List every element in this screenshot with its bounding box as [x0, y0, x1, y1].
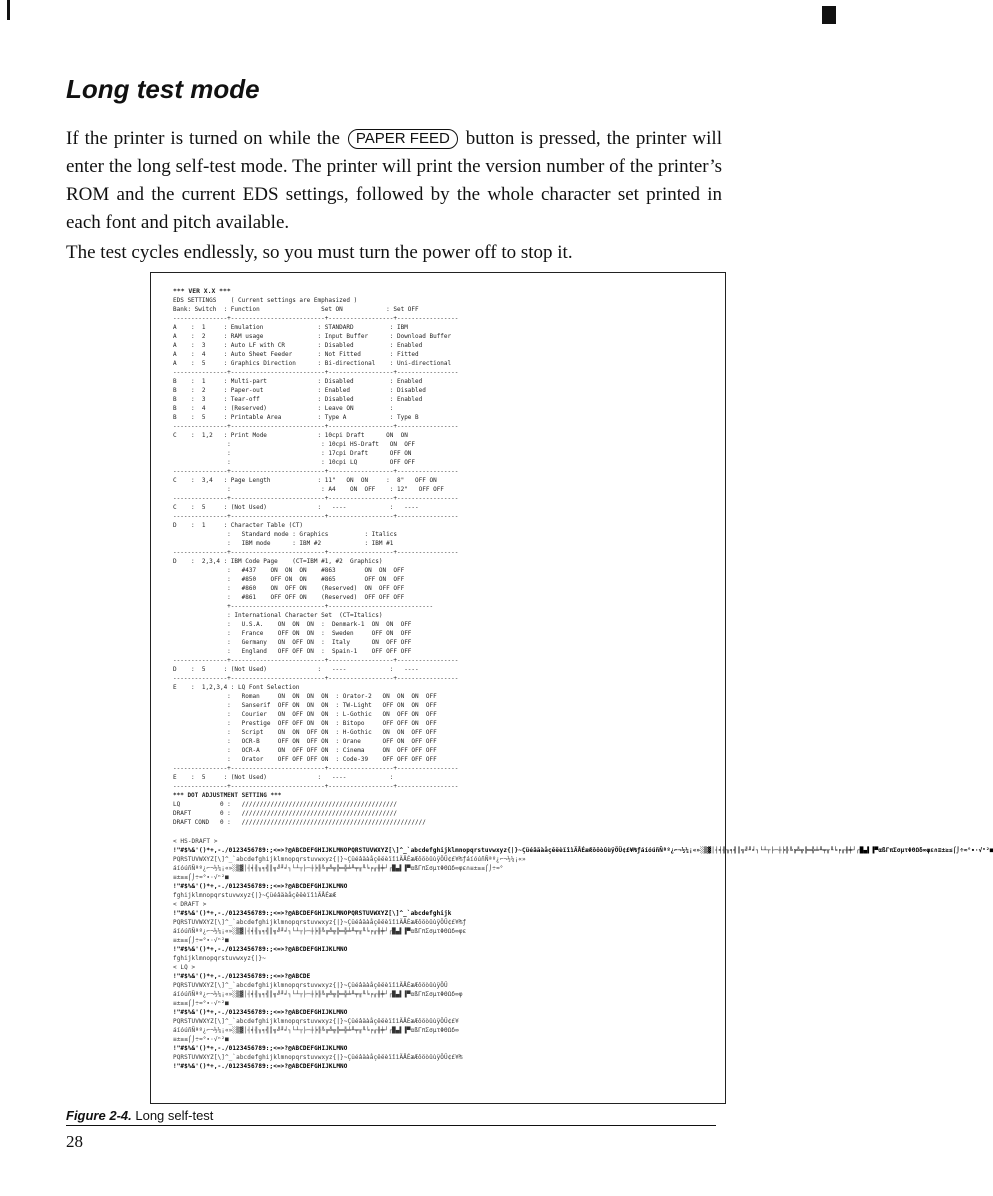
- sample-line: fghijklmnopqrstuvwxyz{|}~: [173, 955, 266, 962]
- crop-mark-right: [822, 6, 836, 24]
- sample-line: !"#$%&'()*+,-./0123456789:;<=>?@ABCDEFGHIJKLMNOPQRSTUVWXYZ[\]^_`abcdefghijk: [173, 910, 452, 917]
- figure-caption: [66, 1108, 213, 1123]
- intro-text-before: If the printer is turned on while the: [66, 128, 340, 149]
- sample-line: PQRSTUVWXYZ[\]^_`abcdefghijklmnopqrstuvwxyz{|}~ÇüéâäàåçêëèïîìÄÅÉæÆôöòûùÿÖÜ¢£¥: [173, 1018, 459, 1025]
- version-line: *** VER X.X ***: [173, 287, 231, 295]
- sample-line: !"#$%&'()*+,-./0123456789:;<=>?@ABCDEFGHIJKLMNO: [173, 1045, 348, 1052]
- eds-settings-table: EDS SETTINGS ( Current settings are Emphasized ) Bank: Switch : Function Set ON : Set OFF ---------------+--------------------------+------------------+----------------- A : 1 : Emulation : STANDARD : IBM A : 2 : RAM usage : Input Buffer : Download Buffer A : 3 : Auto LF with CR : Disabled : Enabled A : 4 : Auto Sheet Feeder : Not Fitted : Fitted A : 5 : Graphics Direction : Bi-directional : Uni-directional ---------------+--------------------------+------------------+----------------- B : 1 : Multi-part : Disabled : Enabled B : 2 : Paper-out : Enabled : Disabled B : 3 : Tear-off : Disabled : Enabled B : 4 : (Reserved) : Leave ON : B : 5 : Printable Area : Type A : Type B ---------------+--------------------------+------------------+----------------- C : 1,2 : Print Mode : 10cpi Draft ON ON : : 10cpi HS-Draft ON OFF : : 17cpi Draft OFF ON : : 10cpi LQ OFF OFF ---------------+--------------------------+------------------+----------------- C : 3,4 : Page Length : 11" ON ON : 8" OFF ON : : A4 ON OFF : 12" OFF OFF ---------------+--------------------------+------------------+----------------- C : 5 : (Not Used) : ---- : ---- ---------------+--------------------------+------------------+----------------- D : 1 : Character Table (CT) : Standard mode : Graphics : Italics : IBM mode : IBM #2 : IBM #1 ---------------+--------------------------+------------------+----------------- D : 2,3,4 : IBM Code Page (CT=IBM #1, #2 Graphics) : #437 ON ON ON #863 ON ON OFF : #850 OFF ON ON #865 OFF ON OFF : #860 ON OFF ON (Reserved) ON OFF OFF : #861 OFF OFF ON (Reserved) OFF OFF OFF +--------------------------+----------------------------- : International Character Set (CT=Italics) : U.S.A. ON ON ON : Denmark-1 ON ON OFF : France OFF ON ON : Sweden OFF ON OFF : Germany ON OFF ON : Italy ON OFF OFF : England OFF OFF ON : Spain-1 OFF OFF OFF ---------------+--------------------------+------------------+----------------- D : 5 : (Not Used) : ---- : ---- ---------------+--------------------------+------------------+----------------- E : 1,2,3,4 : LQ Font Selection : Roman ON ON ON ON : Orator-2 ON ON ON OFF : Sanserif OFF ON ON ON : TW-Light OFF ON ON OFF : Courier ON OFF ON ON : L-Gothic ON OFF ON OFF : Prestige OFF OFF ON ON : Bitopo OFF OFF ON OFF : Script ON ON OFF ON : H-Gothic ON ON OFF OFF : OCR-B OFF ON OFF ON : Orane OFF ON OFF OFF : OCR-A ON OFF OFF ON : Cinema ON OFF OFF OFF : Orator OFF OFF OFF ON : Code-39 OFF OFF OFF OFF ---------------+--------------------------+------------------+----------------- E : 5 : (Not Used) : ---- : ---------------+--------------------------+------------------+-----------------: [173, 297, 459, 790]
- sample-line: !"#$%&'()*+,-./0123456789:;<=>?@ABCDEFGHIJKLMNO: [173, 946, 348, 953]
- sample-line: ≡±≥≤⌠⌡÷≈°∙·√ⁿ²■: [173, 1036, 229, 1043]
- sample-line: PQRSTUVWXYZ[\]^_`abcdefghijklmnopqrstuvwxyz{|}~ÇüéâäàåçêëèïîìÄÅÉæÆôöòûùÿÖÜ¢£¥₧: [173, 1054, 463, 1061]
- paper-feed-key: PAPER FEED: [348, 129, 458, 149]
- sample-line: fghijklmnopqrstuvwxyz{|}~ÇüéâäàåçêëèïîìÄÅÉæÆ: [173, 892, 337, 899]
- figure-label: Figure 2-4.: [66, 1108, 132, 1123]
- cycle-paragraph: The test cycles endlessly, so you must turn the power off to stop it.: [66, 242, 573, 263]
- self-test-printout-figure: [150, 272, 993, 1104]
- dot-adjustment-settings: LQ 0 : /////////////////////////////////////////// DRAFT 0 : /////////////////////////////////////////// DRAFT COND 0 : ///////////////////////////////////////////////////: [173, 801, 426, 826]
- sample-line: !"#$%&'()*+,-./0123456789:;<=>?@ABCDE: [173, 973, 311, 980]
- section-heading: Long test mode: [66, 74, 260, 104]
- character-set-sample: [173, 837, 993, 1071]
- sample-line: ≡±≥≤⌠⌡÷≈°∙·√ⁿ²■: [173, 1000, 229, 1007]
- sample-line: !"#$%&'()*+,-./0123456789:;<=>?@ABCDEFGHIJKLMNO: [173, 1009, 348, 1016]
- sample-line: !"#$%&'()*+,-./0123456789:;<=>?@ABCDEFGHIJKLMNO: [173, 883, 348, 890]
- footer-rule: [66, 1125, 716, 1126]
- sample-line: !"#$%&'()*+,-./0123456789:;<=>?@ABCDEFGHIJKLMNO: [173, 1063, 348, 1070]
- sample-line: < HS-DRAFT >: [173, 838, 218, 845]
- sample-line: áíóúñÑªº¿⌐¬½¼¡«»░▒▓│┤╡╢╖╕╣║╗╝╜╛┐└┴┬├─┼╞╟╚╔╩╦╠═╬╧╨╤╥╙╘╒╓╫╪┘┌█▄▌▐▀αßΓπΣσµτΦΘΩδ∞φε: [173, 928, 467, 935]
- intro-paragraph: [66, 125, 722, 237]
- page-number: 28: [66, 1132, 83, 1151]
- dot-adjustment-header: *** DOT ADJUSTMENT SETTING ***: [173, 792, 282, 799]
- sample-line: PQRSTUVWXYZ[\]^_`abcdefghijklmnopqrstuvwxyz{|}~ÇüéâäàåçêëèïîìÄÅÉæÆôöòûùÿÖÜ¢£¥₧ƒ: [173, 919, 467, 926]
- sample-line: ≡±≥≤⌠⌡÷≈°∙·√ⁿ²■: [173, 874, 229, 881]
- figure-title: Long self-test: [131, 1108, 214, 1123]
- intro-text-after: button is pressed, the printer will enter the long self-test mode. The printer will print the version number of the printer’s ROM and the current EDS settings, followed by the whole character set printed in each font and pitch available.: [66, 128, 722, 233]
- sample-line: PQRSTUVWXYZ[\]^_`abcdefghijklmnopqrstuvwxyz{|}~ÇüéâäàåçêëèïîìÄÅÉæÆôöòûùÿÖÜ: [173, 982, 448, 989]
- printout-content: [173, 287, 993, 1097]
- sample-line: < DRAFT >: [173, 901, 207, 908]
- sample-line: PQRSTUVWXYZ[\]^_`abcdefghijklmnopqrstuvwxyz{|}~ÇüéâäàåçêëèïîìÄÅÉæÆôöòûùÿÖÜ¢£¥₧ƒáíóúñÑªº¿⌐¬½¼¡«»: [173, 856, 526, 863]
- sample-line: !"#$%&'()*+,-./0123456789:;<=>?@ABCDEFGHIJKLMNOPQRSTUVWXYZ[\]^_`abcdefghijklmnopqrstuvwxyz{|}~ÇüéâäàåçêëèïîìÄÅÉæÆôöòûùÿÖÜ¢£¥₧ƒáíóúñÑªº¿⌐¬½¼¡«»░▒▓│┤╡╢╖╕╣║╗╝╜╛┐└┴┬├─┼╞╟╚╔╩╦╠═╬╧╨╤╥╙╘╒╓╫╪┘┌█▄▌▐▀αßΓπΣσµτΦΘΩδ∞φε∩≡±≥≤⌠⌡÷≈°∙·√ⁿ²■: [173, 847, 993, 854]
- crop-mark-left: [7, 0, 10, 20]
- sample-line: áíóúñÑªº¿⌐¬½¼¡«»░▒▓│┤╡╢╖╕╣║╗╝╜╛┐└┴┬├─┼╞╟╚╔╩╦╠═╬╧╨╤╥╙╘╒╓╫╪┘┌█▄▌▐▀αßΓπΣσµτΦΘΩδ∞: [173, 1027, 459, 1034]
- sample-line: áíóúñÑªº¿⌐¬½¼¡«»░▒▓│┤╡╢╖╕╣║╗╝╜╛┐└┴┬├─┼╞╟╚╔╩╦╠═╬╧╨╤╥╙╘╒╓╫╪┘┌█▄▌▐▀αßΓπΣσµτΦΘΩδ∞φ: [173, 991, 463, 998]
- sample-line: áíóúñÑªº¿⌐¬½¼¡«»░▒▓│┤╡╢╖╕╣║╗╝╜╛┐└┴┬├─┼╞╟╚╔╩╦╠═╬╧╨╤╥╙╘╒╓╫╪┘┌█▄▌▐▀αßΓπΣσµτΦΘΩδ∞φε∩≡±≥≤⌠⌡÷≈°: [173, 865, 504, 872]
- sample-line: < LQ >: [173, 964, 196, 971]
- sample-line: ≡±≥≤⌠⌡÷≈°∙·√ⁿ²■: [173, 937, 229, 944]
